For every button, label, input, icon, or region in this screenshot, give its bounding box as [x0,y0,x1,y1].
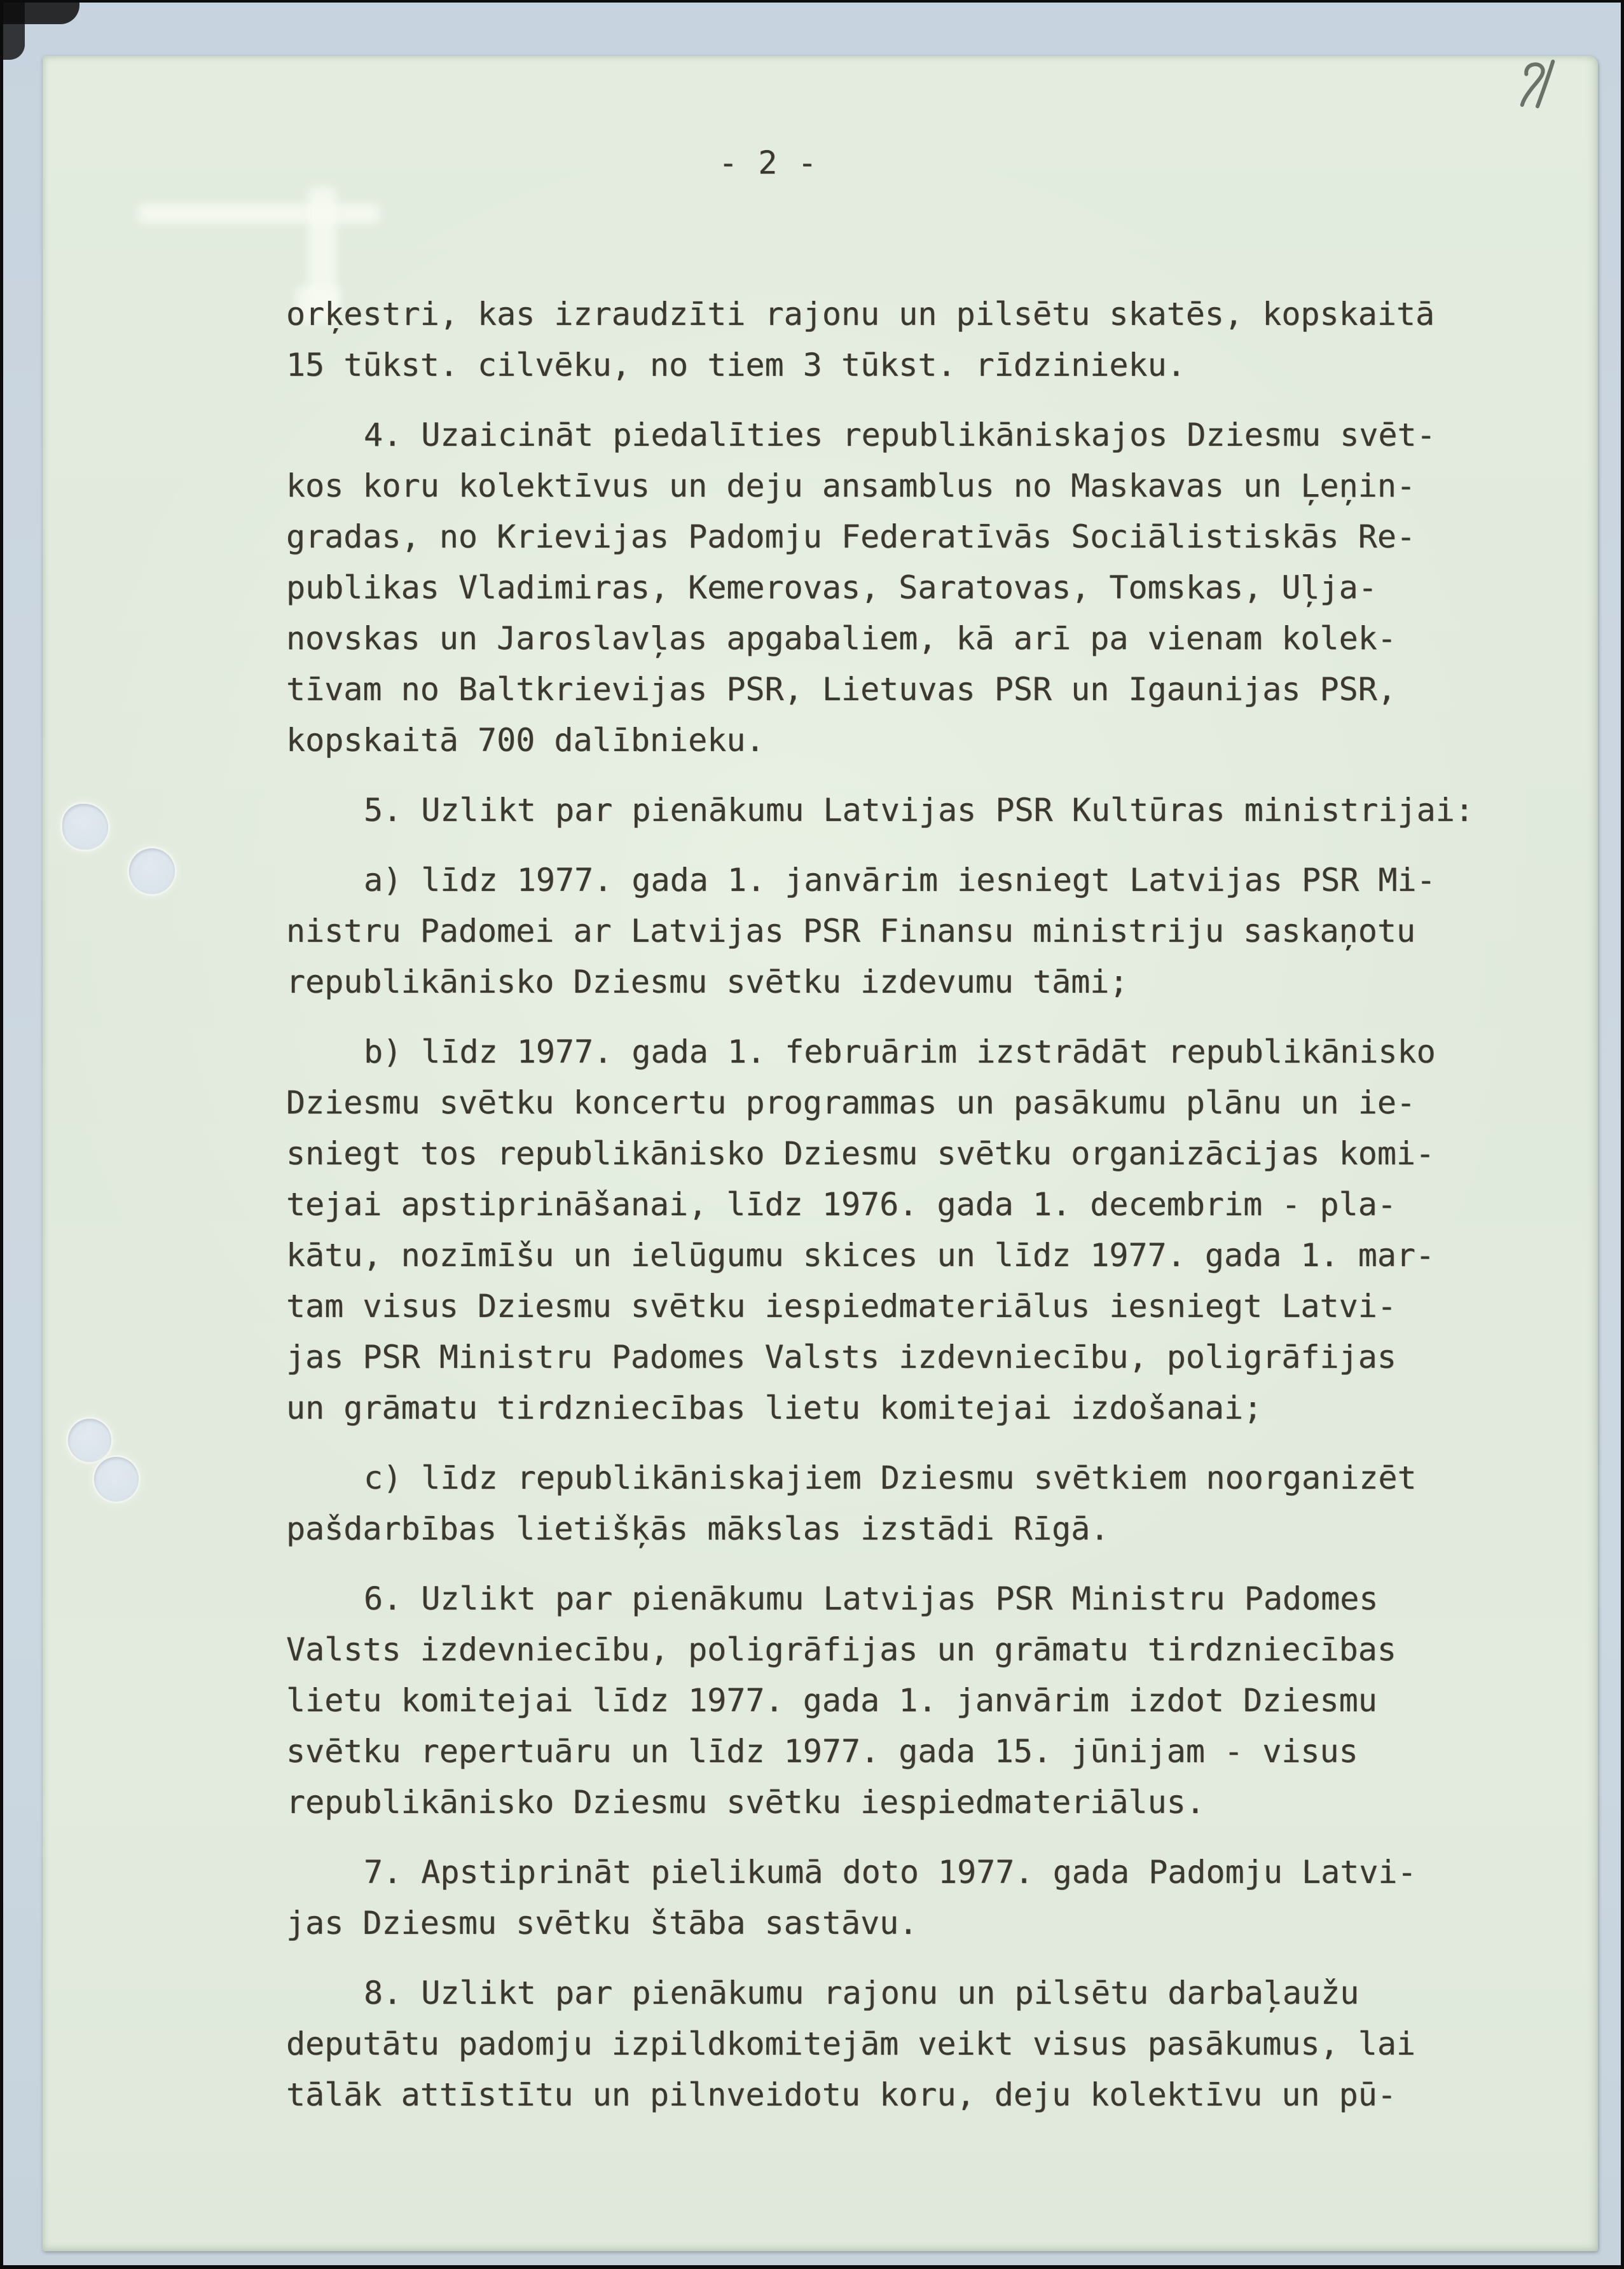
text-line: 4. Uzaicināt piedalīties republikāniskajos Dziesmu svēt- [364,417,1436,453]
punch-hole [62,804,108,850]
punch-hole [94,1457,139,1501]
text-line: 6. Uzlikt par pienākumu Latvijas PSR Ministru Padomes [364,1580,1379,1617]
paragraph-item-7 [286,1847,1458,1948]
handwritten-page-mark [1517,59,1559,109]
text-line: tam visus Dziesmu svētku iespiedmateriālus iesniegt Latvi- [286,1288,1396,1325]
paragraph-continuation [286,289,1458,390]
text-line: tālāk attīstītu un pilnveidotu koru, deju kolektīvu un pū- [286,2076,1396,2113]
text-line: republikānisko Dziesmu svētku izdevumu tāmi; [286,963,1129,1000]
text-line: sniegt tos republikānisko Dziesmu svētku organizācijas komi- [286,1135,1435,1172]
text-line: 7. Apstiprināt pielikumā doto 1977. gada Padomju Latvi- [364,1854,1417,1891]
page-number: - 2 - [719,144,818,181]
paragraph-item-4 [286,410,1458,766]
text-line: jas PSR Ministru Padomes Valsts izdevniecību, poligrāfijas [286,1339,1396,1376]
text-line: Valsts izdevniecību, poligrāfijas un grāmatu tirdzniecības [286,1631,1396,1668]
scanner-bed [3,3,1621,2265]
text-line: tīvam no Baltkrievijas PSR, Lietuvas PSR un Igaunijas PSR, [286,671,1396,708]
document-text [286,289,1474,2120]
text-line: nistru Padomei ar Latvijas PSR Finansu ministriju saskaņotu [286,913,1416,949]
paragraph-item-5a [286,855,1458,1007]
text-line: svētku repertuāru un līdz 1977. gada 15. jūnijam - visus [286,1733,1358,1770]
document-page [43,56,1598,2251]
text-line: pašdarbības lietišķās mākslas izstādi Rīgā. [286,1510,1110,1547]
text-line: deputātu padomju izpildkomitejām veikt visus pasākumus, lai [286,2025,1416,2062]
text-line: un grāmatu tirdzniecības lietu komitejai izdošanai; [286,1390,1263,1426]
paragraph-item-5b [286,1026,1458,1433]
text-line: tejai apstiprināšanai, līdz 1976. gada 1. decembrim - pla- [286,1186,1396,1223]
text-line: orķestri, kas izraudzīti rajonu un pilsētu skatēs, kopskaitā [286,296,1435,333]
text-line: c) līdz republikāniskajiem Dziesmu svētkiem noorganizēt [364,1459,1417,1496]
punch-hole [129,848,175,894]
text-line: Dziesmu svētku koncertu programmas un pasākumu plānu un ie- [286,1084,1416,1121]
text-line: jas Dziesmu svētku štāba sastāvu. [286,1905,918,1941]
text-line: gradas, no Krievijas Padomju Federatīvās Sociālistiskās Re- [286,518,1416,555]
text-line: 5. Uzlikt par pienākumu Latvijas PSR Kultūras ministrijai: [364,792,1474,829]
text-line: b) līdz 1977. gada 1. februārim izstrādāt republikānisko [364,1033,1436,1070]
paragraph-item-5c [286,1452,1458,1554]
scan-corner-shadow [3,3,25,60]
punch-hole [68,1419,111,1462]
text-line: kātu, nozīmīšu un ielūgumu skices un līdz 1977. gada 1. mar- [286,1237,1435,1274]
text-line: a) līdz 1977. gada 1. janvārim iesniegt Latvijas PSR Mi- [364,862,1436,899]
text-line: kos koru kolektīvus un deju ansamblus no Maskavas un Ļeņin- [286,467,1416,504]
text-line: republikānisko Dziesmu svētku iespiedmateriālus. [286,1784,1205,1821]
text-line: 15 tūkst. cilvēku, no tiem 3 tūkst. rīdzinieku. [286,347,1186,383]
paragraph-item-5 [286,785,1474,836]
text-line: novskas un Jaroslavļas apgabaliem, kā arī pa vienam kolek- [286,620,1396,657]
correction-smudge [138,203,380,224]
text-line: 8. Uzlikt par pienākumu rajonu un pilsētu darbaļaužu [364,1975,1359,2011]
paragraph-item-8 [286,1968,1458,2120]
pencil-numeral-icon [1517,59,1559,109]
text-line: kopskaitā 700 dalībnieku. [286,722,765,759]
text-line: lietu komitejai līdz 1977. gada 1. janvārim izdot Dziesmu [286,1682,1377,1719]
text-line: publikas Vladimiras, Kemerovas, Saratovas, Tomskas, Uļja- [286,569,1377,606]
paragraph-item-6 [286,1573,1458,1828]
